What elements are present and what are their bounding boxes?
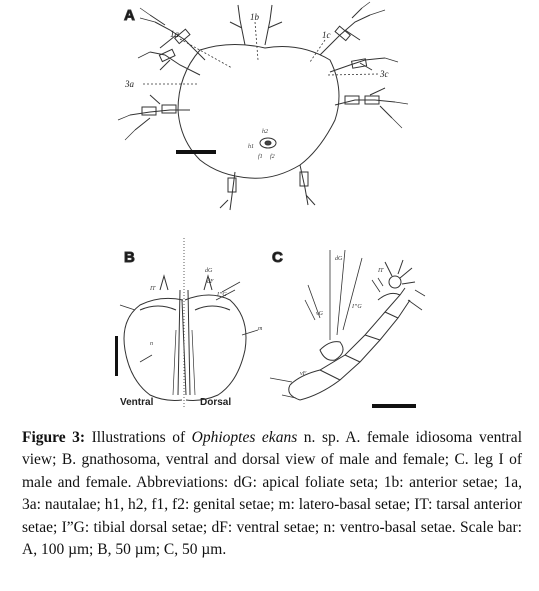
label-c-vg: vG xyxy=(316,311,323,317)
panel-a xyxy=(118,2,408,210)
panel-b-letter: B xyxy=(124,249,135,266)
caption-label: Figure 3: xyxy=(22,429,86,446)
label-b-df: dF xyxy=(207,279,214,285)
label-3a: 3a xyxy=(125,79,134,89)
gnathosoma-ventral-half xyxy=(124,298,183,400)
figure-caption xyxy=(22,427,522,561)
panel-b xyxy=(115,238,263,408)
caption-body: n. sp. A. female idiosoma ventral view; B. gnathosoma, ventral and dorsal view of male and female; C. leg I of male and female. Abbreviations: dG: apical foliate seta; 1b: anterior setae; 1a, 3a: nautalae; h1, h2, f1, f2: genital setae; m: latero-basal setae; IT: tarsal anterior setae; I”G: tibial dorsal setae; dF: ventral setae; n: ventro-basal setae. Scale bar: A, 100 µm; B, 50 µm; C, 50 µm. xyxy=(22,429,522,559)
gnathosoma-dorsal-half xyxy=(185,295,246,400)
panel-a-letter: A xyxy=(124,7,135,24)
label-dorsal: Dorsal xyxy=(200,397,232,408)
leg-i-segments xyxy=(290,288,405,385)
label-b-dg: dG xyxy=(205,268,213,274)
scale-bar-c xyxy=(372,404,416,408)
label-b-ig: I”G xyxy=(217,292,227,298)
label-f1: f1 xyxy=(258,154,263,160)
label-1b: 1b xyxy=(250,12,259,22)
scale-bar-b xyxy=(115,336,118,376)
caption-species: Ophioptes ekans xyxy=(191,429,298,446)
caption-pre: Illustrations of xyxy=(85,429,192,446)
label-b-n: n xyxy=(150,341,153,347)
label-h1: h1 xyxy=(248,144,254,150)
label-1c: 1c xyxy=(322,30,331,40)
label-h2: h2 xyxy=(262,129,268,135)
label-c-ig: I”G xyxy=(352,304,362,310)
panel-c-letter: C xyxy=(272,249,283,266)
leg-lower-left xyxy=(130,95,190,130)
label-f2: f2 xyxy=(270,154,275,160)
panel-c xyxy=(270,249,425,408)
scale-bar-a xyxy=(176,150,216,154)
label-c-dg: dG xyxy=(335,256,343,262)
label-3c: 3c xyxy=(380,69,389,79)
label-c-it: IT xyxy=(378,268,384,274)
label-ventral: Ventral xyxy=(120,397,154,408)
label-b-m: m xyxy=(258,326,263,332)
label-b-it: IT xyxy=(150,286,156,292)
label-1a: 1a xyxy=(170,29,179,39)
label-c-vf: vF xyxy=(300,371,307,377)
